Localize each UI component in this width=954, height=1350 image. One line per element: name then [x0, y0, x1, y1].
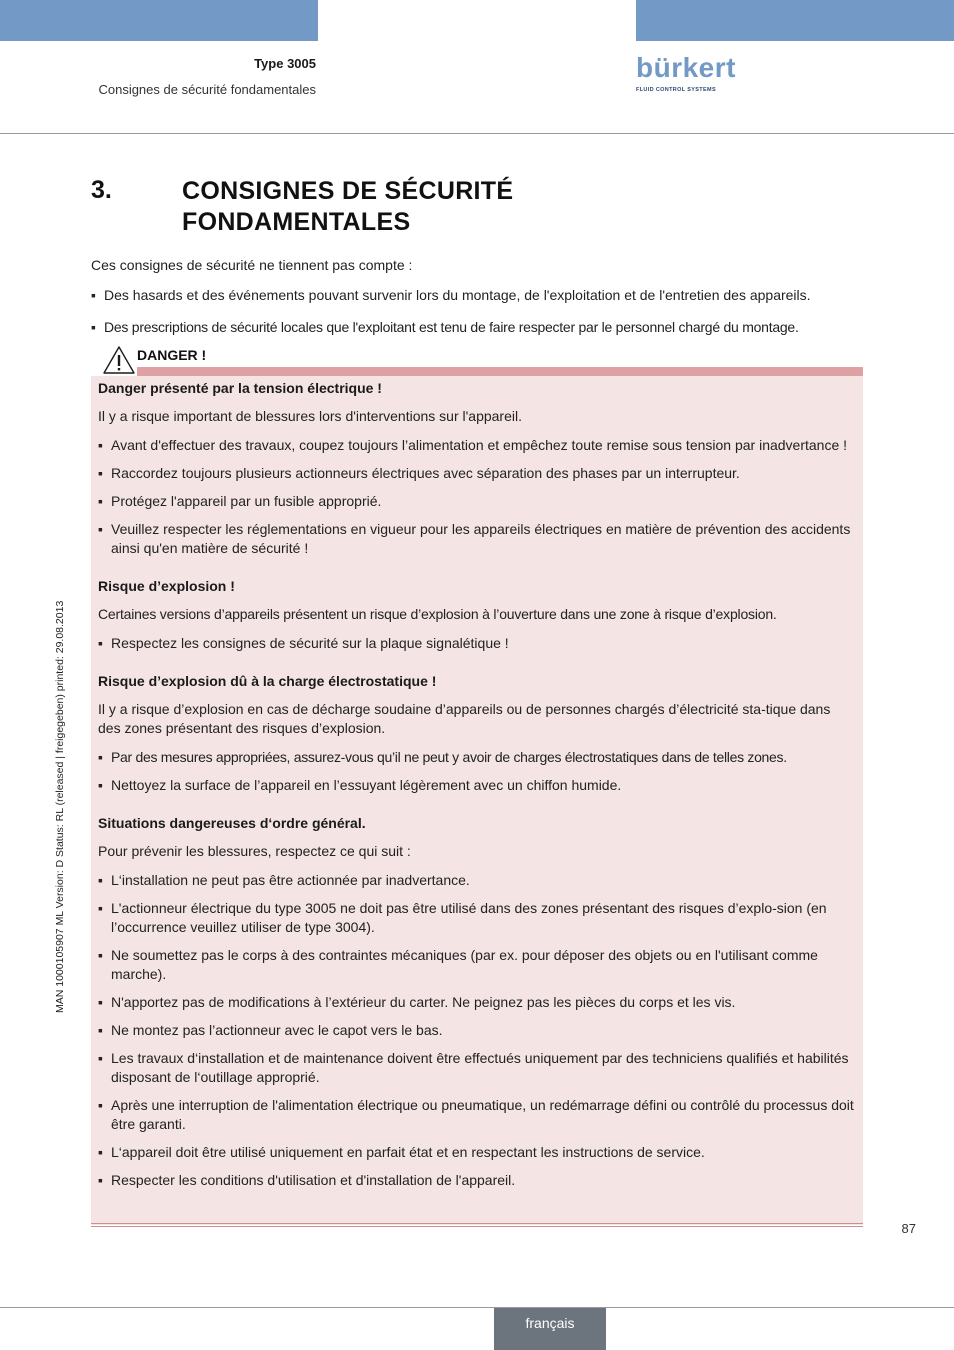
intro-section	[91, 256, 866, 350]
list-item: ▪ Protégez l'appareil par un fusible approprié.	[98, 493, 382, 509]
section-list	[98, 634, 856, 653]
bullet-icon: ▪	[98, 1022, 103, 1038]
top-color-bar-right	[636, 0, 954, 41]
section-text: Pour prévenir les blessures, respectez ce qui suit :	[98, 843, 411, 859]
section-list	[98, 748, 856, 795]
list-item: ▪ Respectez les consignes de sécurité sur la plaque signalétique !	[98, 635, 509, 651]
list-item: ▪ Nettoyez la surface de l’appareil en l’essuyant légèrement avec un chiffon humide.	[98, 777, 622, 793]
bullet-icon: ▪	[98, 493, 103, 509]
intro-lead: Ces consignes de sécurité ne tiennent pas compte :	[91, 257, 413, 273]
bullet-icon: ▪	[98, 872, 103, 888]
danger-stripe	[137, 367, 863, 376]
bullet-icon: ▪	[98, 1144, 103, 1160]
intro-list	[91, 286, 866, 336]
list-item: ▪ Par des mesures appropriées, assurez-vous qu’il ne peut y avoir de charges électrostatiques dans de telles zones.	[98, 749, 787, 765]
list-item: ▪ L'actionneur électrique du type 3005 ne doit pas être utilisé dans des zones présentant des risques d’explo-sion (en l’occurrence veuillez utiliser de type 3004).	[98, 900, 827, 935]
list-item: ▪ Des hasards et des événements pouvant survenir lors du montage, de l'exploitation et de l'entretien des appareils.	[91, 287, 811, 303]
bullet-icon: ▪	[91, 319, 96, 335]
document-metadata-vertical: MAN 1000105907 ML Version: D Status: RL (released | freigegeben) printed: 29.08.2013	[54, 600, 66, 1013]
section-text: Il y a risque important de blessures lors d'interventions sur l'appareil.	[98, 408, 522, 424]
danger-box-rule-bottom	[91, 1226, 863, 1227]
bullet-icon: ▪	[98, 900, 103, 916]
warning-triangle-icon	[101, 344, 137, 376]
list-item: ▪ Respecter les conditions d'utilisation et d'installation de l'appareil.	[98, 1172, 516, 1188]
chapter-title: CONSIGNES DE SÉCURITÉ FONDAMENTALES	[182, 177, 514, 236]
list-item: ▪ L‘installation ne peut pas être actionnée par inadvertance.	[98, 872, 470, 888]
bullet-icon: ▪	[98, 465, 103, 481]
bullet-icon: ▪	[98, 521, 103, 537]
bullet-icon: ▪	[98, 437, 103, 453]
danger-box-rule-top	[91, 1223, 863, 1224]
section-heading: Danger présenté par la tension électrique !	[98, 380, 382, 396]
list-item: ▪ Avant d'effectuer des travaux, coupez toujours l’alimentation et empêchez toute remise sous tension par inadvertance !	[98, 437, 848, 453]
section-list	[98, 436, 856, 558]
list-item: ▪ N'apportez pas de modifications à l’extérieur du carter. Ne peignez pas les pièces du corps et les vis.	[98, 994, 736, 1010]
logo-word: bürkert	[636, 52, 736, 83]
list-item: ▪ Veuillez respecter les réglementations en vigueur pour les appareils électriques en matière de prévention des accidents ainsi qu'en matière de sécurité !	[98, 521, 851, 556]
section-heading: Risque d’explosion dû à la charge électrostatique !	[98, 673, 437, 689]
header-rule	[0, 133, 954, 134]
language-tab: français	[494, 1308, 606, 1350]
chapter-number: 3.	[91, 176, 112, 204]
section-heading: Risque d’explosion !	[98, 578, 235, 594]
list-item: ▪ Les travaux d‘installation et de maintenance doivent être effectués uniquement par des techniciens qualifiés et habilités disposant de l‘outillage approprié.	[98, 1050, 849, 1085]
bullet-icon: ▪	[98, 635, 103, 651]
bullet-icon: ▪	[98, 994, 103, 1010]
section-text: Certaines versions d’appareils présentent un risque d’explosion à l’ouverture dans une zone à risque d’explosion.	[98, 606, 777, 622]
bullet-icon: ▪	[98, 1050, 103, 1066]
bullet-icon: ▪	[98, 749, 103, 765]
list-item: ▪ Raccordez toujours plusieurs actionneurs électriques avec séparation des phases par un interrupteur.	[98, 465, 740, 481]
list-item: ▪ Après une interruption de l'alimentation électrique ou pneumatique, un redémarrage défini ou contrôlé du processus doit être garanti.	[98, 1097, 854, 1132]
list-item: ▪ L‘appareil doit être utilisé uniquement en parfait état et en respectant les instructions de service.	[98, 1144, 705, 1160]
top-color-bar-left	[0, 0, 318, 41]
section-heading: Situations dangereuses d‘ordre général.	[98, 815, 366, 831]
section-text: Il y a risque d’explosion en cas de décharge soudaine d’appareils ou de personnes chargés d’électricité sta-tique dans des zones présentant des risques d’explosion.	[98, 701, 831, 736]
footer-rule	[0, 1307, 954, 1308]
list-item: ▪ Ne soumettez pas le corps à des contraintes mécaniques (par ex. pour déposer des objets ou en l'utilisant comme marche).	[98, 947, 818, 982]
page-number: 87	[901, 1221, 916, 1236]
header-subtitle: Consignes de sécurité fondamentales	[98, 82, 316, 97]
list-item: ▪ Ne montez pas l’actionneur avec le capot vers le bas.	[98, 1022, 443, 1038]
danger-box	[91, 376, 863, 1225]
list-item: ▪ Des prescriptions de sécurité locales que l'exploitant est tenu de faire respecter par le personnel chargé du montage.	[91, 319, 799, 335]
bullet-icon: ▪	[98, 1097, 103, 1113]
burkert-logo	[636, 52, 736, 98]
section-list	[98, 871, 856, 1190]
bullet-icon: ▪	[98, 947, 103, 963]
bullet-icon: ▪	[98, 777, 103, 793]
bullet-icon: ▪	[98, 1172, 103, 1188]
logo-tagline: FLUID CONTROL SYSTEMS	[636, 87, 716, 93]
bullet-icon: ▪	[91, 287, 96, 303]
danger-label: DANGER !	[137, 347, 207, 363]
header-type: Type 3005	[254, 56, 316, 71]
